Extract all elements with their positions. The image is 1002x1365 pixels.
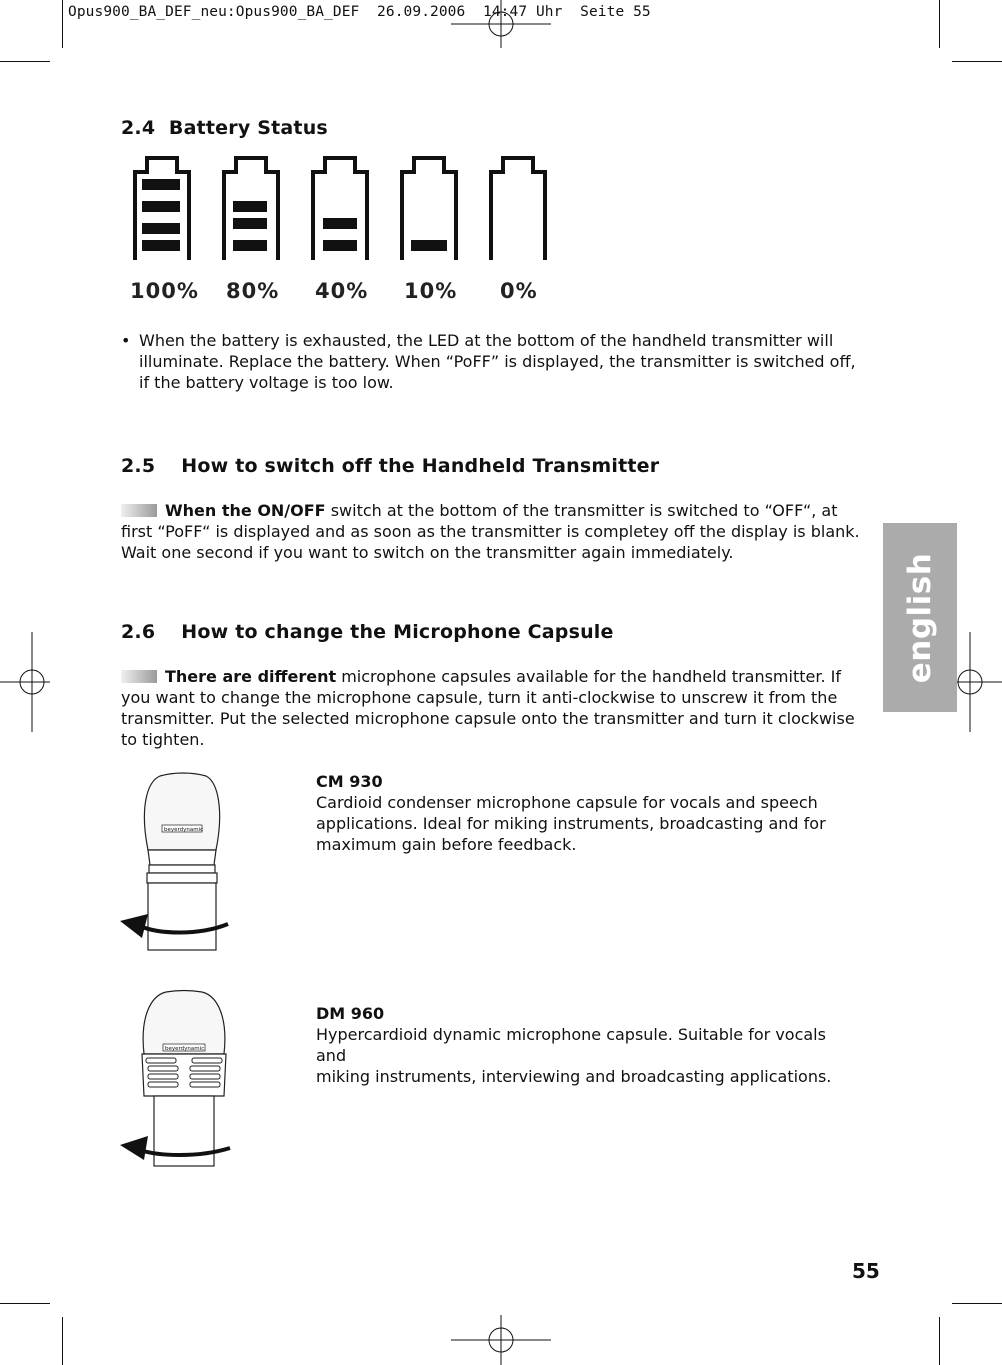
- print-slug: Opus900_BA_DEF_neu:Opus900_BA_DEF 26.09.2006 14:47 Uhr Seite 55: [68, 4, 651, 20]
- language-tab: english: [883, 523, 957, 712]
- bullet-dot: •: [121, 331, 131, 350]
- dm960-description: DM 960 Hypercardioid dynamic microphone capsule. Suitable for vocals and miking instruments, interviewing and broadcasting applications.: [316, 1003, 856, 1087]
- battery-status-icons: [125, 152, 565, 264]
- page-number: 55: [852, 1259, 880, 1283]
- battery-label-80: 80%: [226, 279, 280, 303]
- battery-0-icon: [491, 158, 545, 258]
- section-2-5-paragraph: When the ON/OFF switch at the bottom of the transmitter is switched to “OFF“, at first “PoFF“ is displayed and as soon as the transmitter is completey off the display is blank. Wait one second if you want to switch on the transmitter again immediately.: [121, 501, 860, 562]
- cm930-capsule-illustration: [118, 770, 238, 952]
- section-heading-2-4: [121, 117, 328, 139]
- battery-bullet: • When the battery is exhausted, the LED at the bottom of the handheld transmitter will illuminate. Replace the battery. When “PoFF” is displayed, the transmitter is switched off, if the battery voltage is too low.: [121, 331, 856, 392]
- cm930-name: CM 930: [316, 772, 383, 791]
- battery-label-40: 40%: [315, 279, 369, 303]
- dm960-capsule-illustration: [118, 988, 238, 1170]
- battery-label-10: 10%: [404, 279, 458, 303]
- section-number: 2.4: [121, 117, 156, 139]
- section-heading-2-6: 2.6 How to change the Microphone Capsule: [121, 621, 614, 643]
- section-2-6-paragraph: There are different microphone capsules available for the handheld transmitter. If you want to change the microphone capsule, turn it anti-clockwise to unscrew it from the transmitter. Put the selected microphone capsule onto the transmitter and turn it clockwise to tighten.: [121, 667, 855, 749]
- battery-80-icon: [224, 158, 278, 258]
- battery-100-icon: [135, 158, 189, 258]
- marker-bar: [121, 670, 157, 683]
- battery-label-100: 100%: [130, 279, 199, 303]
- cm930-description: CM 930 Cardioid condenser microphone capsule for vocals and speech applications. Ideal for miking instruments, broadcasting and for maximum gain before feedback.: [316, 771, 856, 855]
- section-heading-2-5: 2.5 How to switch off the Handheld Transmitter: [121, 455, 660, 477]
- dm960-brand-label: beyerdynamic: [165, 1046, 205, 1052]
- cm930-brand-label: beyerdynamic: [164, 827, 204, 833]
- battery-40-icon: [313, 158, 367, 258]
- battery-label-0: 0%: [500, 279, 538, 303]
- marker-bar: [121, 504, 157, 517]
- dm960-name: DM 960: [316, 1004, 385, 1023]
- section-title: Battery Status: [168, 117, 328, 139]
- battery-10-icon: [402, 158, 456, 258]
